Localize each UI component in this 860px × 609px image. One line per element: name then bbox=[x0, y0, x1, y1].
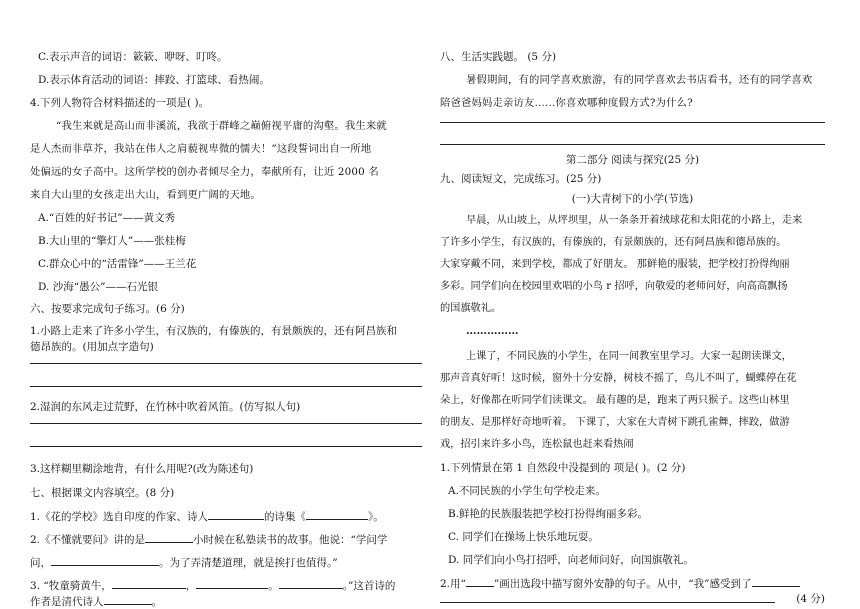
part2-title: 第二部分 阅读与探究(25 分) bbox=[565, 154, 700, 166]
fill-blank[interactable] bbox=[440, 592, 775, 603]
underline-sample bbox=[466, 576, 494, 587]
fill-blank[interactable] bbox=[104, 594, 152, 605]
s7-q3-cont: 作者是清代诗人 。 bbox=[30, 596, 162, 608]
s9-q1-option-b: B.鲜艳的民族服装把学校打扮得绚丽多彩。 bbox=[448, 508, 649, 520]
s6-q3-line: 3.这样糊里糊涂地背，有什么用呢?(改为陈述句) bbox=[30, 463, 254, 475]
para1-line: 早晨，从山坡上，从坪坝里，从一条条开着绒球花和太阳花的小路上，走来 bbox=[466, 215, 803, 226]
passage-title: (一)大青树下的小学(节选) bbox=[571, 193, 694, 205]
q4-passage-line: “我生来就是高山而非溪流，我欲于群峰之巅俯视平庸的沟壑。我生来就 bbox=[56, 120, 387, 132]
answer-line[interactable] bbox=[30, 363, 422, 364]
q4-passage-line: 处偏远的女子高中。这所学校的创办者倾尽全力，奉献所有，让近 2000 名 bbox=[30, 166, 379, 178]
section8-title: 八、生活实践题。 (5 分) bbox=[440, 51, 557, 63]
para2-line: 上课了，不同民族的小学生，在同一间教室里学习。大家一起朗读课文， bbox=[466, 351, 792, 362]
fill-blank[interactable] bbox=[752, 576, 800, 587]
s9-q1-option-c: C. 同学们在操场上快乐地玩耍。 bbox=[448, 531, 599, 543]
para2-line: 的朋友、是那样好奇地听着。 下课了，大家在大青树下跳孔雀舞，摔跤，做游 bbox=[440, 417, 790, 428]
s8-text-line: 陪爸爸妈妈走亲访友……你喜欢哪种度假方式?为什么? bbox=[440, 97, 693, 109]
q4-option-b: B.大山里的“擎灯人”——张桂梅 bbox=[38, 235, 186, 247]
answer-line[interactable] bbox=[30, 446, 422, 447]
ellipsis: …………… bbox=[466, 325, 519, 337]
para1-line: 大家穿戴不同，来到学校，都成了好朋友。 那鲜艳的服装，把学校打扮得绚丽 bbox=[440, 259, 790, 270]
answer-line[interactable] bbox=[30, 423, 422, 424]
s9-q1-option-d: D. 同学们向小鸟打招呼，向老师问好，向国旗敬礼。 bbox=[448, 554, 694, 566]
para2-line: 朵上，好像都在听同学们读课文。 最有趣的是，跑来了两只猴子。这些山林里 bbox=[440, 395, 790, 406]
para1-line: 了许多小学生，有汉族的，有傣族的，有景颇族的，还有阿昌族和德昂族的。 bbox=[440, 237, 787, 248]
fill-blank[interactable] bbox=[112, 578, 186, 589]
fill-blank[interactable] bbox=[145, 532, 193, 543]
fill-blank[interactable] bbox=[279, 578, 343, 589]
fill-blank[interactable] bbox=[306, 509, 368, 520]
q3-option-c: C.表示声音的词语：簌簌、咿呀、叮咚。 bbox=[38, 51, 228, 63]
para2-line: 戏，招引来许多小鸟，连松鼠也赶来看热闹 bbox=[440, 439, 634, 450]
s6-q2-line: 2.湿润的东风走过荒野，在竹林中吹着风笛。(仿写拟人句) bbox=[30, 401, 301, 413]
s9-q2-answer: (4 分) bbox=[440, 592, 825, 607]
q4-stem: 4.下列人物符合材料描述的一项是( )。 bbox=[30, 97, 210, 109]
q4-option-a: A.“百姓的好书记”——黄文秀 bbox=[38, 212, 176, 224]
s7-q2: 2.《不懂就要问》讲的是 小时候在私塾读书的故事。他说：“学问学 bbox=[30, 534, 388, 546]
answer-line[interactable] bbox=[30, 386, 422, 387]
section6-title: 六、按要求完成句子练习。(6 分) bbox=[30, 303, 185, 315]
s6-q1-line: 1.小路上走来了许多小学生，有汉族的，有傣族的，有景颇族的，还有阿昌族和 bbox=[30, 325, 398, 337]
s8-text-line: 暑假期间，有的同学喜欢旅游，有的同学喜欢去书店看书，还有的同学喜欢 bbox=[466, 74, 813, 86]
answer-line[interactable] bbox=[440, 122, 825, 123]
fill-blank[interactable] bbox=[51, 555, 159, 566]
s9-q1-option-a: A.不同民族的小学生句学校走来。 bbox=[448, 485, 606, 497]
answer-line[interactable] bbox=[440, 144, 825, 145]
s7-q1: 1.《花的学校》选自印度的作家、诗人 的诗集《 》。 bbox=[30, 511, 384, 523]
section9-title: 九、阅读短文，完成练习。(25 分) bbox=[440, 173, 602, 185]
s7-q2-cont: 问， 。为了弄清楚道理，就是挨打也值得。” bbox=[30, 557, 338, 569]
s7-q3: 3. “牧童骑黄牛， ， 。 。”这首诗的 bbox=[30, 580, 396, 592]
q4-passage-line: 是人杰而非草芥，我站在伟人之肩藐视卑微的懦夫！”这段誓词出自一所地 bbox=[30, 143, 372, 155]
q4-option-c: C.群众心中的“活雷锋”——王兰花 bbox=[38, 258, 197, 270]
para2-line: 那声音真好听！这时候，窗外十分安静，树枝不摇了，鸟儿不叫了，蝴蝶停在花 bbox=[440, 373, 797, 384]
fill-blank[interactable] bbox=[208, 509, 264, 520]
s6-q1-line: 德昂族的。(用加点字造句) bbox=[30, 341, 154, 353]
q4-option-d: D. 沙海“愚公”——石光银 bbox=[38, 281, 158, 293]
section7-title: 七、根据课文内容填空。(8 分) bbox=[30, 487, 175, 499]
q3-option-d: D.表示体育活动的词语：摔跤、打篮球、看热闹。 bbox=[38, 74, 270, 86]
para1-line: 多彩。同学们向在校园里欢唱的小鸟 r 招呼，向敬爱的老师问好，向高高飘扬 bbox=[440, 281, 788, 292]
s9-q2-stem: 2.用“ ”画出选段中描写窗外安静的句子。从中，“我”感受到了 bbox=[440, 576, 800, 591]
para1-line: 的国旗敬礼。 bbox=[440, 303, 502, 314]
q4-passage-line: 来自大山里的女孩走出大山，看到更广阔的天地。 bbox=[30, 189, 261, 201]
fill-blank[interactable] bbox=[196, 578, 268, 589]
s9-q1-stem: 1.下列情景在第 1 自然段中没提到的 项是( )。(2 分) bbox=[440, 462, 686, 474]
